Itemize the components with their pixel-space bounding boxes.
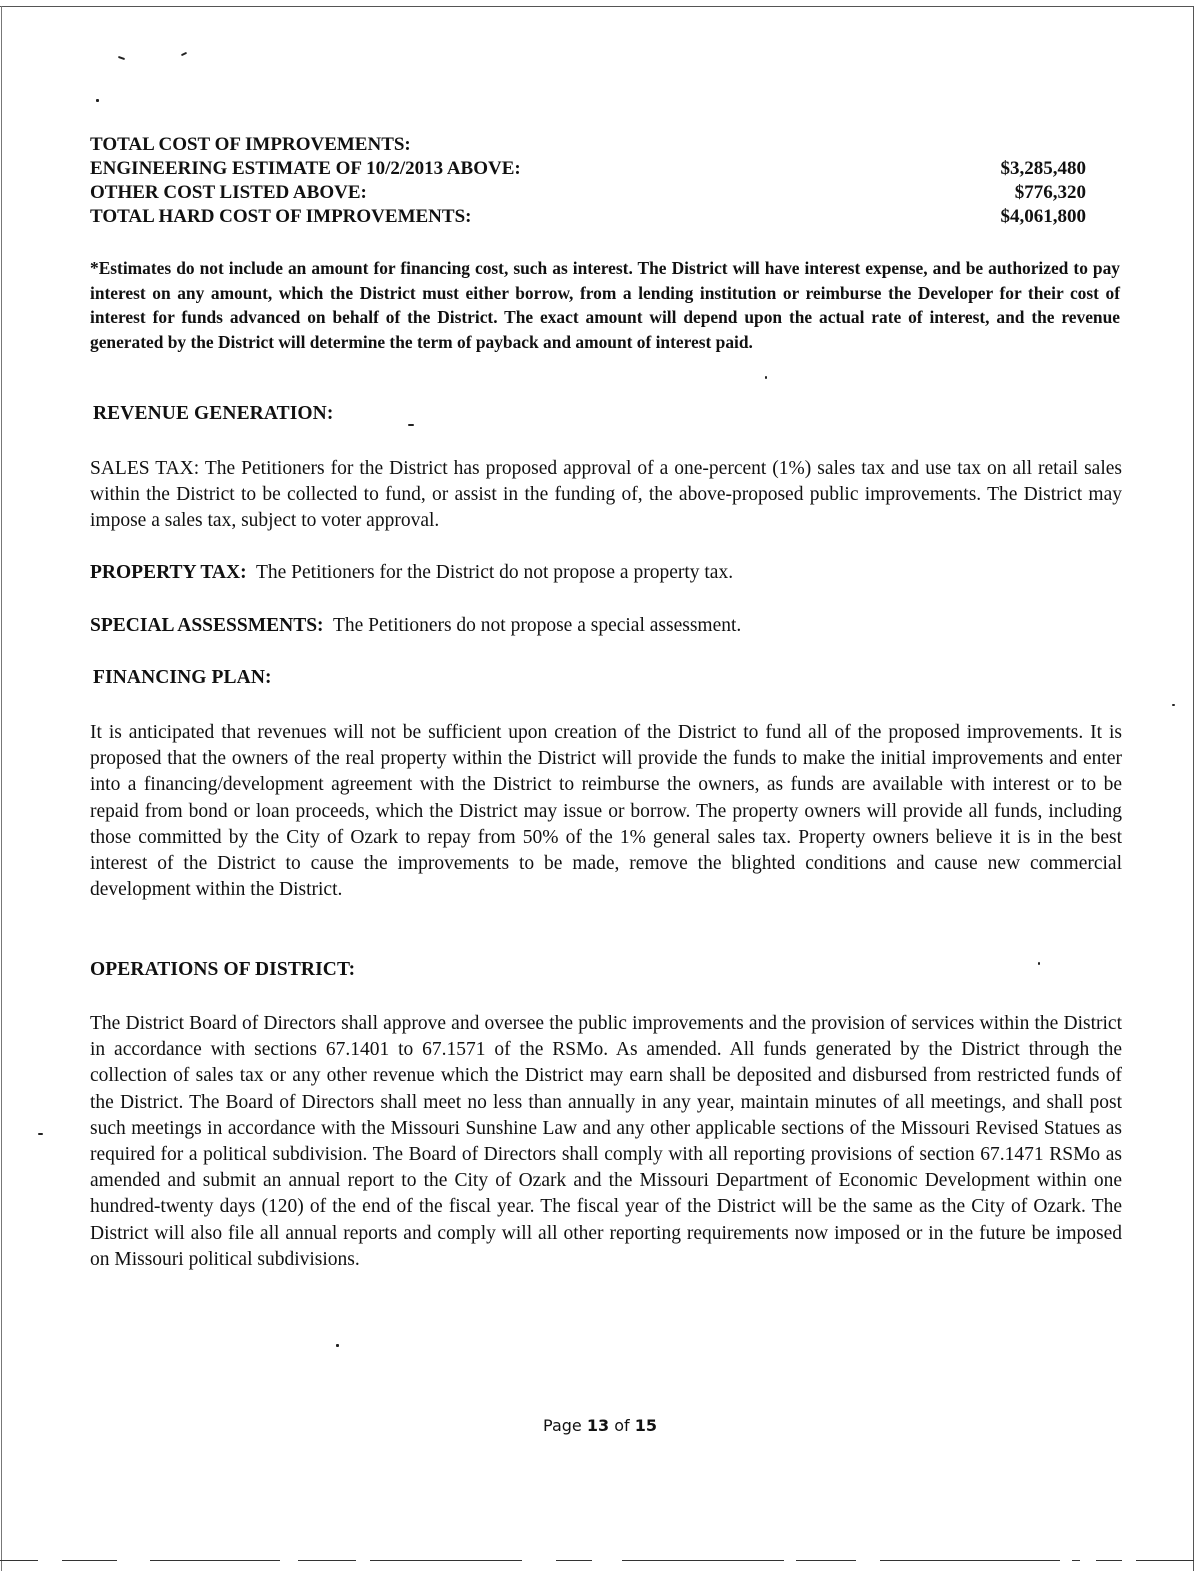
scan-speck: [765, 376, 767, 379]
scan-dash: [1136, 1560, 1194, 1561]
scan-speck: [1172, 704, 1175, 706]
scan-speck: [336, 1344, 339, 1347]
scan-dash: [150, 1560, 280, 1561]
scan-dash: [370, 1560, 522, 1561]
scan-speck: [408, 424, 414, 426]
cost-row: [90, 181, 1086, 205]
sales-tax-label: SALES TAX:: [90, 458, 200, 479]
scan-speck: [1038, 962, 1040, 965]
special-assessments-label: SPECIAL ASSESSMENTS:: [90, 615, 324, 636]
estimate-note: *Estimates do not include an amount for financing cost, such as interest. The District will have interest expense, and be authorized to pay interest on any amount, which the District must either borrow, from a lending institution or reimburse the Developer for their cost of interest for funds advanced on behalf of the District. The exact amount will depend upon the actual rate of interest, and the revenue generated by the District will determine the term of payback and amount of interest paid.: [90, 258, 1120, 352]
financing-plan-heading: FINANCING PLAN:: [93, 667, 272, 688]
cost-row: [90, 157, 1086, 181]
page-mid: of: [609, 1416, 635, 1435]
page-border-top: [0, 6, 1194, 7]
scan-speck: [38, 1133, 43, 1135]
page-border-left: [1, 6, 2, 1571]
special-assessments-line: [90, 615, 741, 637]
page-number: 13: [586, 1416, 610, 1435]
scan-dash: [556, 1560, 592, 1561]
property-tax-line: [90, 562, 733, 584]
scan-dash: [796, 1560, 856, 1561]
cost-summary: [90, 133, 1086, 229]
financing-plan-paragraph: It is anticipated that revenues will not be sufficient upon creation of the District to fund all of the proposed improvements. It is proposed that the owners of the real property within the District will provide the funds to make the initial improvements and enter into a financing/development agreement with the District to reimburse the owners, as funds are available with interest or to be repaid from bond or loan proceeds, which the District may issue or borrow. The property owners will provide all funds, including those committed by the City of Ozark to repay from 50% of the 1% general sales tax. Property owners believe it is in the best interest of the District to cause the improvements to be made, remove the blighted conditions and cause new commercial development within the District.: [90, 722, 1122, 901]
scan-speck: [96, 99, 99, 102]
scan-dash: [298, 1560, 356, 1561]
cost-summary-heading: TOTAL COST OF IMPROVEMENTS:: [90, 134, 411, 155]
page-number-footer: [0, 1416, 1200, 1435]
scan-dash: [62, 1560, 117, 1561]
cost-row-amount: $4,061,800: [1000, 206, 1086, 227]
cost-row: [90, 205, 1086, 229]
scan-dash: [1096, 1560, 1122, 1561]
revenue-generation-heading: REVENUE GENERATION:: [93, 403, 334, 424]
sales-tax-paragraph: [90, 456, 1122, 535]
scan-dash: [1072, 1560, 1080, 1561]
cost-row-label: TOTAL HARD COST OF IMPROVEMENTS:: [90, 206, 472, 227]
cost-row-label: ENGINEERING ESTIMATE OF 10/2/2013 ABOVE:: [90, 158, 521, 179]
scan-speck: [181, 52, 187, 56]
cost-row-amount: $776,320: [1014, 182, 1086, 203]
cost-row-amount: $3,285,480: [1000, 158, 1086, 179]
sales-tax-text: The Petitioners for the District has proposed approval of a one-percent (1%) sales tax and use tax on all retail sales within the District to be collected to fund, or assist in the funding of, the above-proposed public improvements. The District may impose a sales tax, subject to voter approval.: [90, 458, 1122, 532]
page-prefix: Page: [543, 1416, 587, 1435]
cost-row-label: OTHER COST LISTED ABOVE:: [90, 182, 367, 203]
scan-speck: [118, 56, 125, 60]
scan-dash: [0, 1560, 38, 1561]
operations-paragraph: The District Board of Directors shall approve and oversee the public improvements and the provision of services within the District in accordance with sections 67.1401 to 67.1571 of the RSMo. As amended. All funds generated by the District through the collection of sales tax or any other revenue which the District may earn shall be deposited and disbursed from restricted funds of the District. The Board of Directors shall meet no less than annually in any year, maintain minutes of all meetings, and shall post such meetings in accordance with the Missouri Sunshine Law and any other applicable sections of the Missouri Revised Statues as required for a political subdivision. The Board of Directors shall comply with all reporting provisions of section 67.1471 RSMo as amended and submit an annual report to the City of Ozark and the Missouri Department of Economic Development within one hundred-twenty days (120) of the end of the fiscal year. The fiscal year of the District will be the same as the City of Ozark. The District will also file all annual reports and comply will all other reporting requirements now imposed or in the future be imposed on Missouri political subdivisions.: [90, 1013, 1122, 1270]
operations-heading: OPERATIONS OF DISTRICT:: [90, 959, 356, 980]
page-total: 15: [634, 1416, 657, 1435]
special-assessments-text: The Petitioners do not propose a special assessment.: [323, 615, 742, 636]
scan-dash: [622, 1560, 784, 1561]
page-border-right: [1193, 6, 1194, 1571]
scan-dash: [880, 1560, 1060, 1561]
property-tax-label: PROPERTY TAX:: [90, 562, 247, 583]
property-tax-text: The Petitioners for the District do not propose a property tax.: [246, 562, 734, 583]
